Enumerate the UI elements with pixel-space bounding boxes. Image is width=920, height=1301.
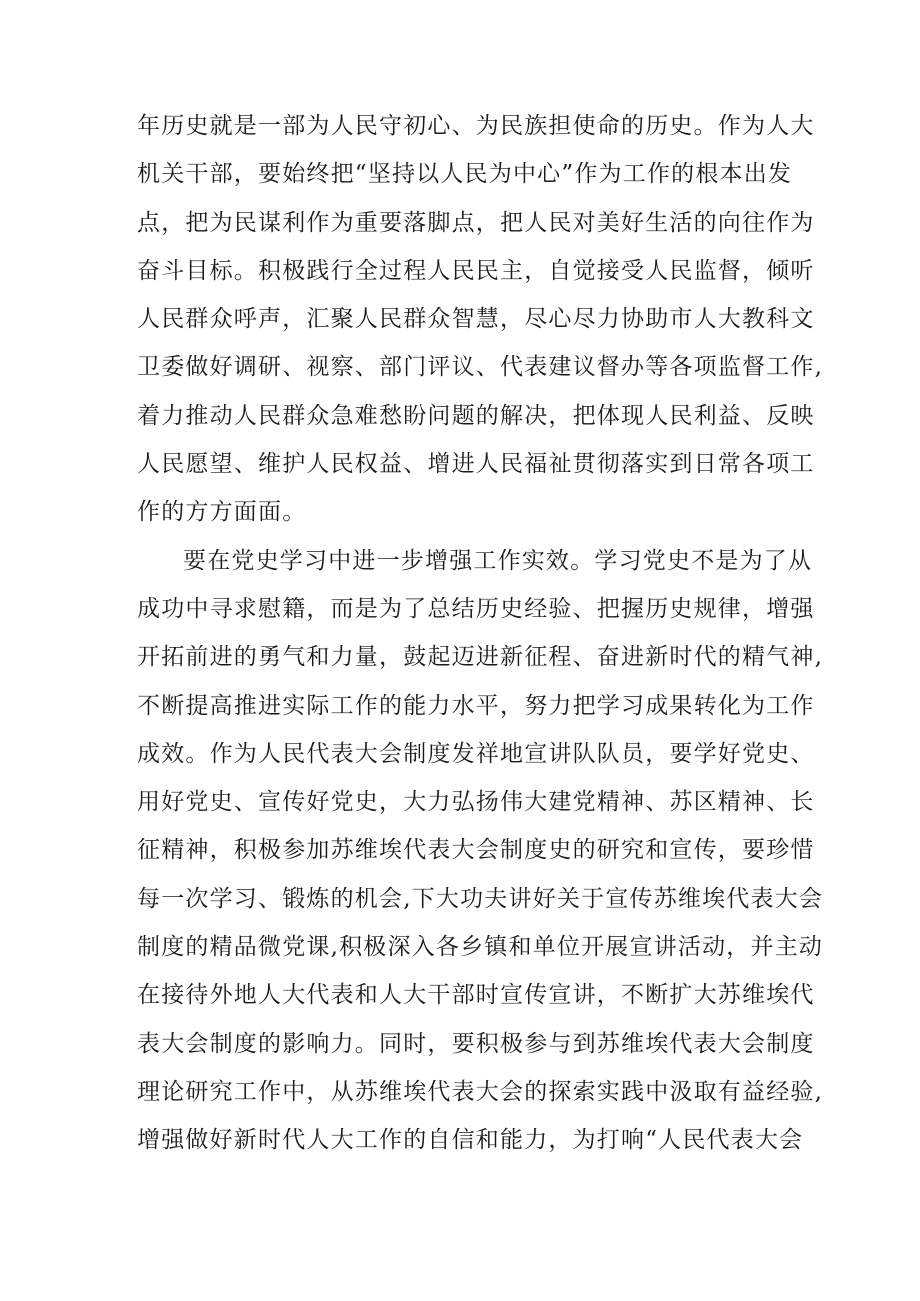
text-line: 年历史就是一部为人民守初心、为民族担使命的历史。作为人大 [137,113,815,139]
text-line: 成功中寻求慰籍，而是为了总结历史经验、把握历史规律，增强 [137,595,815,622]
text-line: 点，把为民谋利作为重要落脚点，把人民对美好生活的向往作为 [137,209,815,236]
text-line: 卫委做好调研、视察、部门评议、代表建议督办等各项监督工作, [137,354,824,381]
text-line: 人民群众呼声，汇聚人民群众智慧，尽心尽力协助市人大教科文 [137,306,815,333]
body-text [137,102,824,1165]
text-line: 成效。作为人民代表大会制度发祥地宣讲队队员，要学好党史、 [137,740,815,767]
paragraph-2 [137,537,824,1165]
text-line: 每一次学习、锻炼的机会,下大功夫讲好关于宣传苏维埃代表大会 [137,885,824,912]
text-line: 作的方方面面。 [137,499,307,526]
text-line: 征精神，积极参加苏维埃代表大会制度史的研究和宣传，要珍惜 [137,837,815,864]
text-line: 人民愿望、维护人民权益、增进人民福祉贯彻落实到日常各项工 [137,451,815,478]
text-line: 制度的精品微党课,积极深入各乡镇和单位开展宣讲活动，并主动 [137,934,824,961]
text-line: 理论研究工作中，从苏维埃代表大会的探索实践中汲取有益经验, [137,1078,824,1105]
text-line: 增强做好新时代人大工作的自信和能力，为打响“人民代表大会 [137,1127,804,1154]
text-line: 着力推动人民群众急难愁盼问题的解决，把体现人民利益、反映 [137,402,815,429]
paragraph-1 [137,102,824,537]
text-line: 不断提高推进实际工作的能力水平，努力把学习成果转化为工作 [137,692,815,719]
text-line: 机关干部，要始终把“坚持以人民为中心”作为工作的根本出发 [137,161,793,188]
text-line: 要在党史学习中进一步增强工作实效。学习党史不是为了从 [183,547,813,574]
text-line: 表大会制度的影响力。同时，要积极参与到苏维埃代表大会制度 [137,1030,815,1057]
text-line: 开拓前进的勇气和力量，鼓起迈进新征程、奋进新时代的精气神, [137,644,824,671]
text-line: 奋斗目标。积极践行全过程人民民主，自觉接受人民监督，倾听 [137,257,815,284]
text-line: 在接待外地人大代表和人大干部时宣传宣讲，不断扩大苏维埃代 [137,982,815,1009]
text-line: 用好党史、宣传好党史，大力弘扬伟大建党精神、苏区精神、长 [137,789,815,816]
